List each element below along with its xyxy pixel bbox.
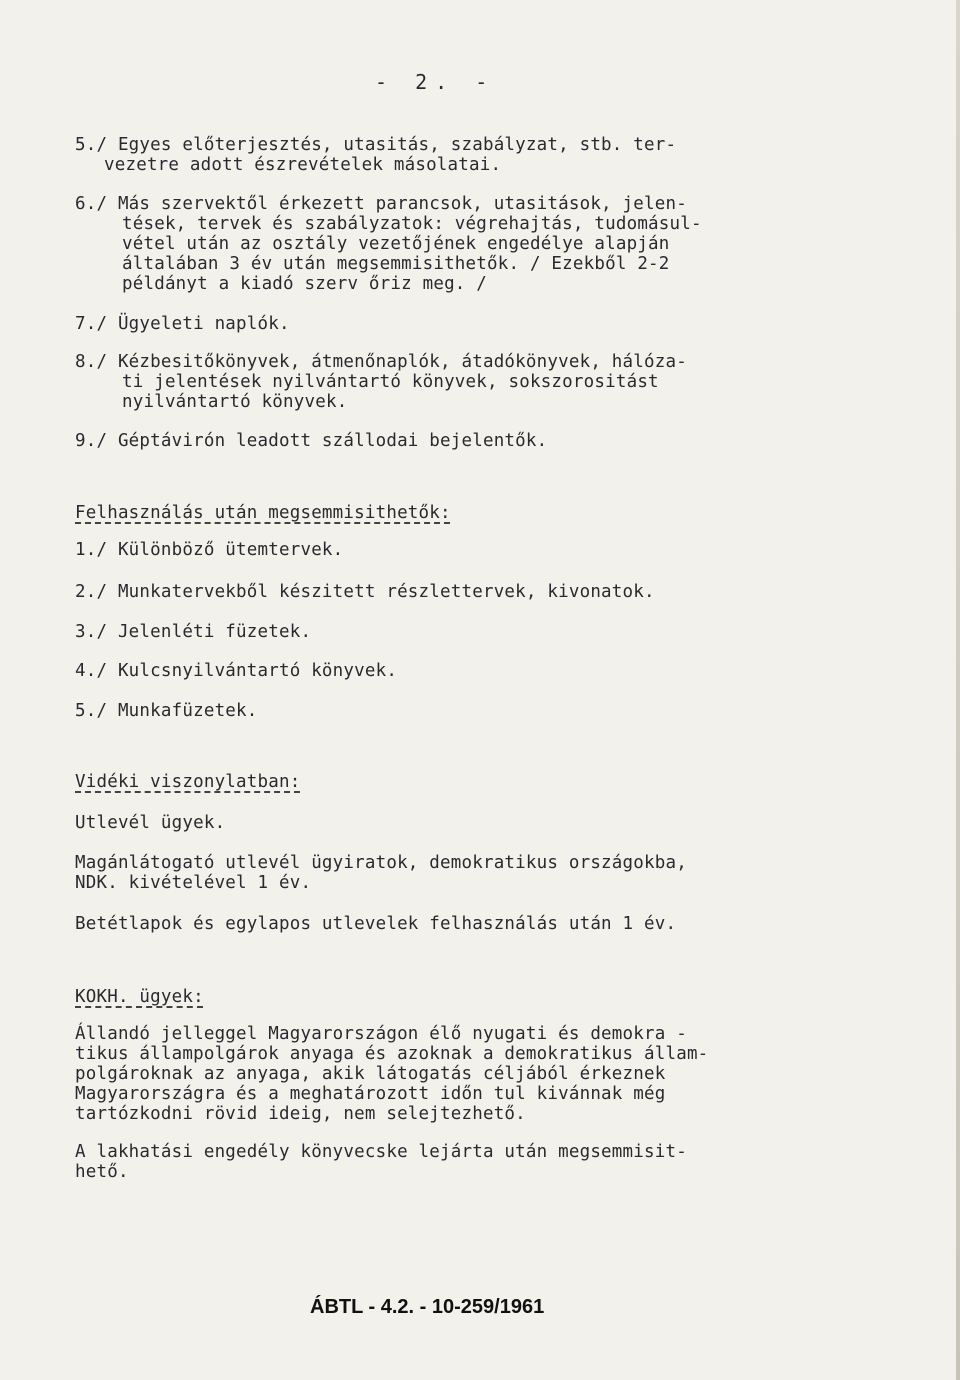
allando-line-3: polgároknak az anyaga, akik látogatás céljából érkeznek	[75, 1064, 666, 1084]
allando-line-2: tikus állampolgárok anyaga és azoknak a demokratikus állam-	[75, 1044, 709, 1064]
page-edge	[956, 0, 960, 1380]
heading-felhasznalas: Felhasználás után megsemmisithetők:	[75, 503, 451, 523]
allando-line-4: Magyarországra és a meghatározott időn tul kivánnak még	[75, 1084, 666, 1104]
lakhatasi-line-1: A lakhatási engedély könyvecske lejárta után megsemmisit-	[75, 1142, 687, 1162]
page-number: - 2. -	[375, 70, 496, 94]
list2-item-2: 2./ Munkatervekből készitett részlettervek, kivonatok.	[75, 582, 655, 602]
item-6-line-4: általában 3 év után megsemmisithetők. / Ezekből 2-2	[122, 254, 670, 274]
item-8-line-3: nyilvántartó könyvek.	[122, 392, 348, 412]
allando-line-5: tartózkodni rövid ideig, nem selejtezhető.	[75, 1104, 526, 1124]
item-6-line-1: 6./ Más szervektől érkezett parancsok, utasitások, jelen-	[75, 194, 687, 214]
item-7-line-1: 7./ Ügyeleti naplók.	[75, 314, 290, 334]
item-5-line-2: vezetre adott észrevételek másolatai.	[104, 155, 502, 175]
heading-videki: Vidéki viszonylatban:	[75, 772, 301, 792]
utlevel-title: Utlevél ügyek.	[75, 813, 226, 833]
list2-item-5: 5./ Munkafüzetek.	[75, 701, 258, 721]
item-6-line-2: tések, tervek és szabályzatok: végrehajtás, tudomásul-	[122, 214, 702, 234]
list2-item-1: 1./ Különböző ütemtervek.	[75, 540, 344, 560]
list2-item-3: 3./ Jelenléti füzetek.	[75, 622, 312, 642]
betetlapok-line: Betétlapok és egylapos utlevelek felhasználás után 1 év.	[75, 914, 677, 934]
item-6-line-5: példányt a kiadó szerv őriz meg. /	[122, 274, 488, 294]
item-9-line-1: 9./ Géptávirón leadott szállodai bejelentők.	[75, 431, 548, 451]
lakhatasi-line-2: hető.	[75, 1162, 129, 1182]
item-5-line-1: 5./ Egyes előterjesztés, utasitás, szabályzat, stb. ter-	[75, 135, 677, 155]
heading-kokh: KOKH. ügyek:	[75, 987, 204, 1007]
allando-line-1: Állandó jelleggel Magyarországon élő nyugati és demokra -	[75, 1024, 687, 1044]
maganlatogato-line-1: Magánlátogató utlevél ügyiratok, demokratikus országokba,	[75, 853, 687, 873]
item-6-line-3: vétel után az osztály vezetőjének engedélye alapján	[122, 234, 670, 254]
item-8-line-1: 8./ Kézbesitőkönyvek, átmenőnaplók, átadókönyvek, hálóza-	[75, 352, 687, 372]
maganlatogato-line-2: NDK. kivételével 1 év.	[75, 873, 312, 893]
list2-item-4: 4./ Kulcsnyilvántartó könyvek.	[75, 661, 398, 681]
item-8-line-2: ti jelentések nyilvántartó könyvek, sokszorositást	[122, 372, 659, 392]
archive-reference: ÁBTL - 4.2. - 10-259/1961	[310, 1296, 545, 1318]
